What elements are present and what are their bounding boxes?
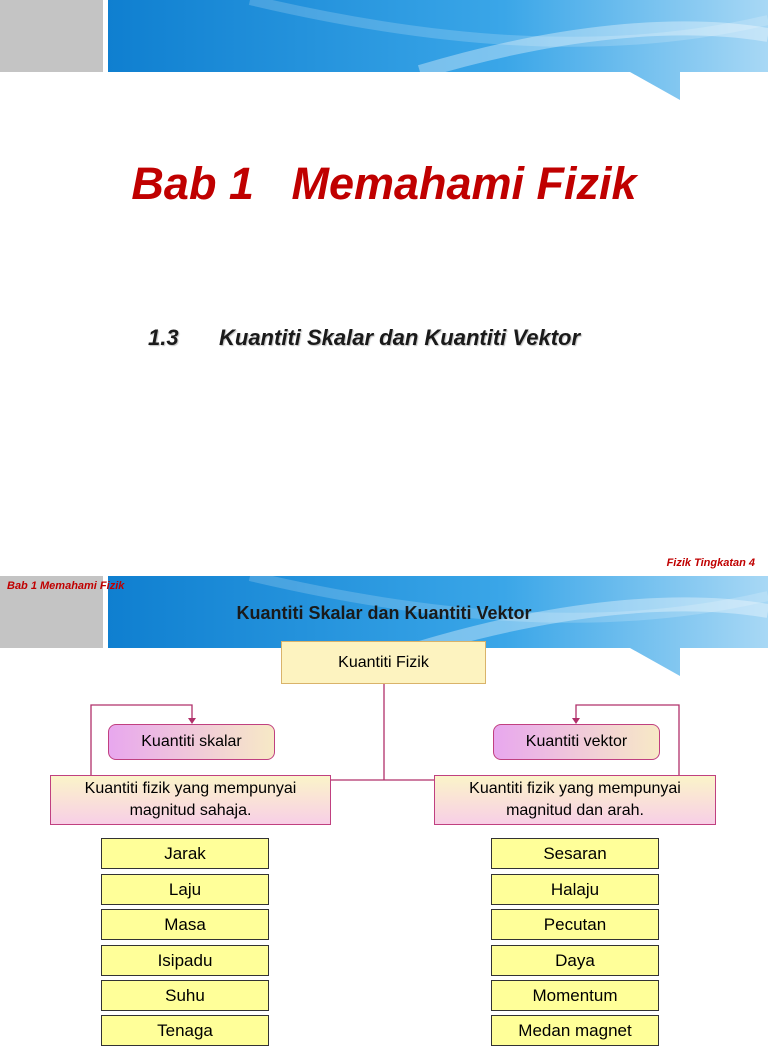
- physical-quantity-box: Kuantiti Fizik: [281, 641, 486, 684]
- section-title: Kuantiti Skalar dan Kuantiti Vektor: [219, 325, 581, 350]
- scalar-item: Tenaga: [101, 1015, 269, 1046]
- scalar-definition-line2: magnitud sahaja.: [129, 802, 252, 819]
- scalar-quantity-box: Kuantiti skalar: [108, 724, 275, 760]
- scalar-item: Laju: [101, 874, 269, 905]
- vector-item: Medan magnet: [491, 1015, 659, 1046]
- vector-definition-box: [434, 775, 716, 825]
- vector-definition-line2: magnitud dan arah.: [506, 802, 644, 819]
- content-slide: [0, 576, 768, 1040]
- vector-item: Daya: [491, 945, 659, 976]
- vector-item: Pecutan: [491, 909, 659, 940]
- vector-item: Halaju: [491, 874, 659, 905]
- vector-definition-line1: Kuantiti fizik yang mempunyai: [469, 780, 681, 798]
- chapter-label: Bab 1 Memahami Fizik: [7, 580, 125, 592]
- section-number: 1.3: [148, 325, 179, 350]
- scalar-item: Isipadu: [101, 945, 269, 976]
- scalar-item: Masa: [101, 909, 269, 940]
- scalar-item: Suhu: [101, 980, 269, 1011]
- slide-title: Bab 1 Memahami Fizik: [131, 158, 637, 209]
- slide-title: Kuantiti Skalar dan Kuantiti Vektor: [236, 603, 532, 623]
- scalar-item: Jarak: [101, 838, 269, 869]
- vector-quantity-box: Kuantiti vektor: [493, 724, 660, 760]
- header-banner: [0, 0, 768, 110]
- scalar-definition-box: [50, 775, 331, 825]
- vector-item: Momentum: [491, 980, 659, 1011]
- scalar-definition-line1: Kuantiti fizik yang mempunyai: [84, 780, 297, 798]
- section-heading: [148, 325, 580, 351]
- footer-label: Fizik Tingkatan 4: [666, 557, 755, 569]
- vector-item: Sesaran: [491, 838, 659, 869]
